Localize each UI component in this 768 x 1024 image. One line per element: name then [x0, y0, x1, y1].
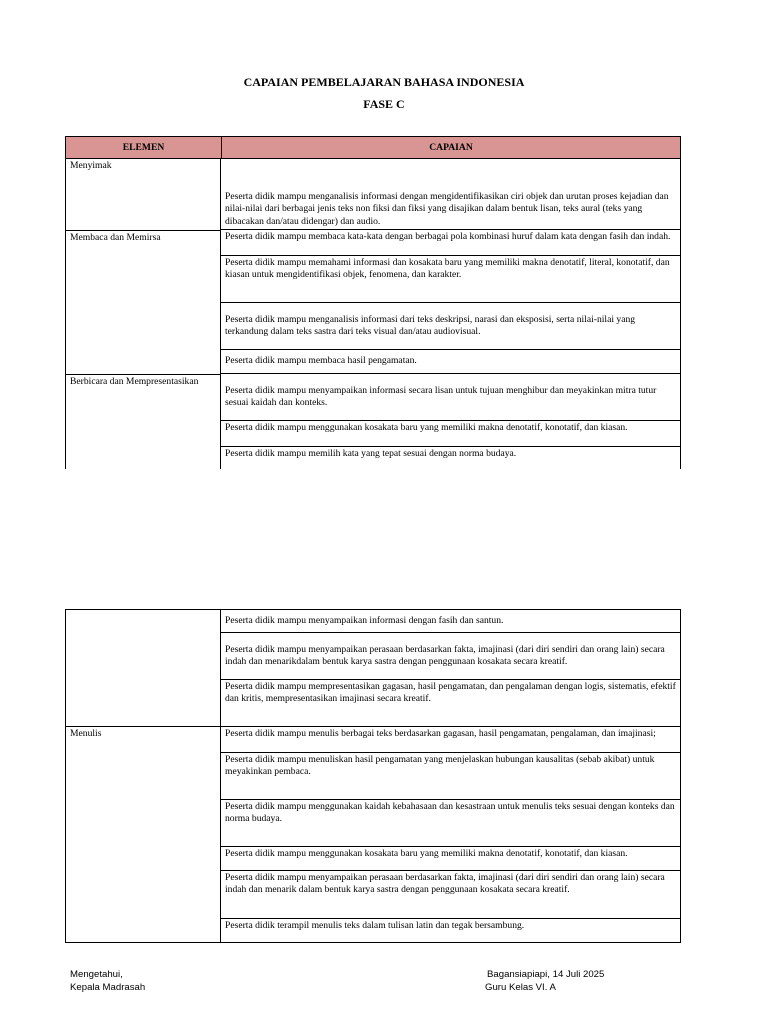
- capaian-cell: Peserta didik mampu membaca hasil pengamatan.: [221, 350, 681, 374]
- signature-left-line2: Kepala Madrasah: [70, 982, 146, 993]
- element-membaca-memirsa: Membaca dan Memirsa: [65, 230, 221, 374]
- header-elemen: ELEMEN: [65, 136, 221, 159]
- signature-right: [485, 968, 604, 994]
- capaian-cell: Peserta didik mampu menulis berbagai teks berdasarkan gagasan, hasil pengamatan, pengalaman, dan imajinasi;: [221, 727, 681, 753]
- capaian-cell: Peserta didik mampu menyampaikan informasi secara lisan untuk tujuan menghibur dan meyakinkan mitra tutur sesuai kaidah dan konteks.: [221, 374, 681, 421]
- element-menulis: Menulis: [65, 727, 221, 943]
- capaian-table-part-1: [65, 136, 681, 469]
- document-title: CAPAIAN PEMBELAJARAN BAHASA INDONESIA: [243, 75, 525, 89]
- capaian-cell: Peserta didik mampu menggunakan kosakata baru yang memiliki makna denotatif, konotatif, dan kiasan.: [221, 847, 681, 871]
- element-menyimak: Menyimak: [65, 159, 221, 230]
- capaian-cell: Peserta didik mampu membaca kata-kata dengan berbagai pola kombinasi huruf dalam kata dengan fasih dan indah.: [221, 230, 681, 256]
- element-berbicara: Berbicara dan Mempresentasikan: [65, 374, 221, 469]
- capaian-table-part-2: [65, 609, 681, 943]
- document-subtitle: FASE C: [363, 97, 405, 111]
- signature-left-line1: Mengetahui,: [70, 969, 123, 980]
- capaian-cell: Peserta didik mampu menggunakan kaidah kebahasaan dan kesastraan untuk menulis teks sesuai dengan konteks dan norma budaya.: [221, 800, 681, 847]
- capaian-cell: Peserta didik mampu menyampaikan perasaan berdasarkan fakta, imajinasi (dari diri sendiri dan orang lain) secara indah dan menarik dalam bentuk karya sastra dengan penggunaan kosakata secara kreatif.: [221, 871, 681, 919]
- capaian-cell: Peserta didik mampu memahami informasi dan kosakata baru yang memiliki makna denotatif, literal, konotatif, dan kiasan untuk mengidentifikasi objek, fenomena, dan karakter.: [221, 256, 681, 303]
- header-capaian: CAPAIAN: [221, 136, 681, 159]
- signature-right-line2: Guru Kelas VI. A: [485, 982, 556, 993]
- capaian-cell: Peserta didik mampu menggunakan kosakata baru yang memiliki makna denotatif, konotatif, dan kiasan.: [221, 421, 681, 447]
- capaian-cell: Peserta didik mampu menyampaikan informasi dengan fasih dan santun.: [221, 610, 681, 633]
- capaian-cell: Peserta didik mampu menyampaikan perasaan berdasarkan fakta, imajinasi (dari diri sendiri dan orang lain) secara indah dan menarikdalam bentuk karya sastra dengan penggunaan kosakata secara kreatif.: [221, 633, 681, 680]
- capaian-cell: Peserta didik mampu menganalisis informasi dengan mengidentifikasikan ciri objek dan urutan proses kejadian dan nilai-nilai dari berbagai jenis teks non fiksi dan fiksi yang disajikan dalam bentuk lisan, teks aural (teks yang dibacakan dan/atau didengar) dan audio.: [221, 159, 681, 230]
- signature-left: [70, 968, 145, 994]
- capaian-cell: Peserta didik mampu menuliskan hasil pengamatan yang menjelaskan hubungan kausalitas (sebab akibat) untuk meyakinkan pembaca.: [221, 753, 681, 800]
- capaian-cell: Peserta didik terampil menulis teks dalam tulisan latin dan tegak bersambung.: [221, 919, 681, 943]
- capaian-cell: Peserta didik mampu memilih kata yang tepat sesuai dengan norma budaya.: [221, 447, 681, 469]
- signature-right-line1: Bagansiapiapi, 14 Juli 2025: [487, 969, 605, 980]
- capaian-cell: Peserta didik mampu mempresentasikan gagasan, hasil pengamatan, dan pengalaman dengan logis, sistematis, efektif dan kritis, mempresentasikan imajinasi secara kreatif.: [221, 680, 681, 727]
- element-berbicara-continued: [65, 610, 221, 727]
- capaian-cell: Peserta didik mampu menganalisis informasi dari teks deskripsi, narasi dan eksposisi, serta nilai-nilai yang terkandung dalam teks sastra dari teks visual dan/atau audiovisual.: [221, 303, 681, 350]
